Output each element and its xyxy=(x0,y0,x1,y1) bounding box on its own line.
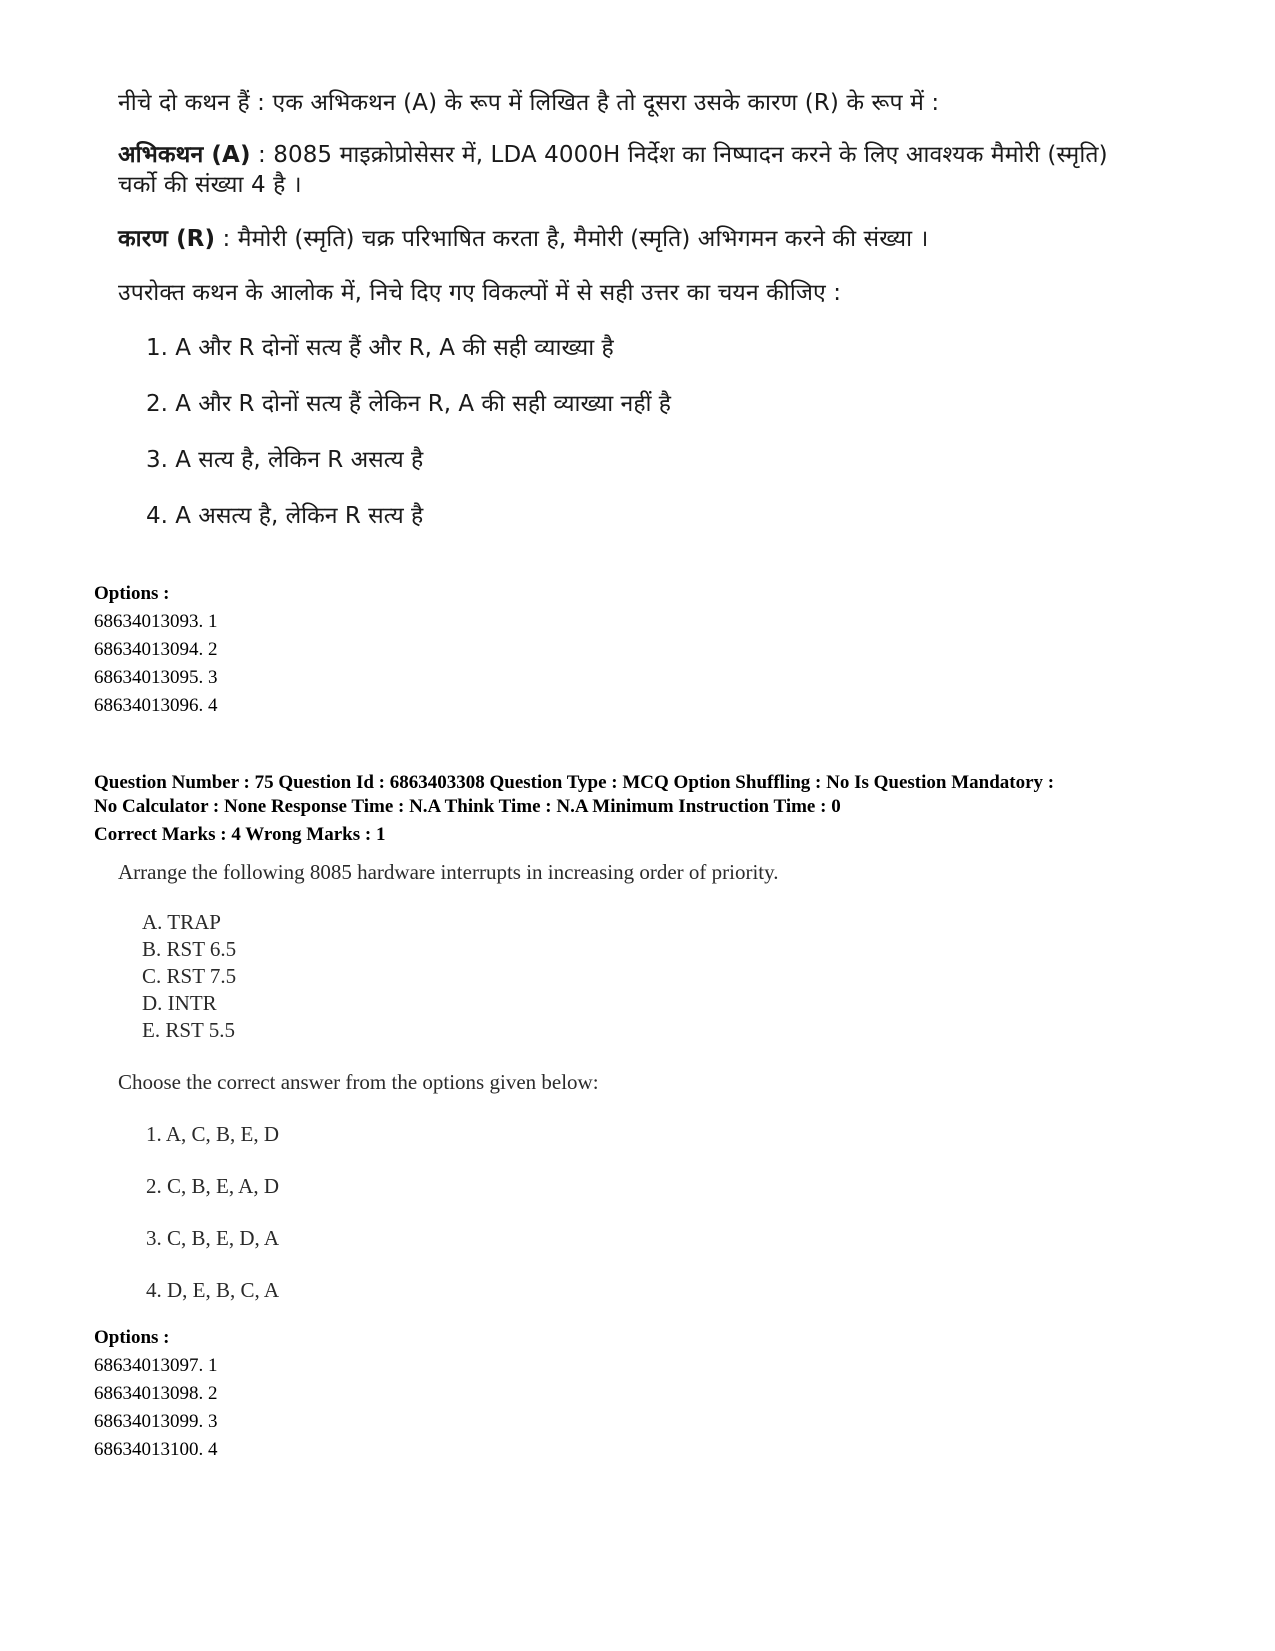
q74-choice-1: 1. A और R दोनों सत्य हैं और R, A की सही व्याख्या है xyxy=(146,335,614,361)
options-block-q74 xyxy=(94,580,218,720)
q74-intro: नीचे दो कथन हैं : एक अभिकथन (A) के रूप में लिखित है तो दूसरा उसके कारण (R) के रूप में : xyxy=(118,90,940,116)
option-id-row: 68634013098. 2 xyxy=(94,1383,218,1404)
options-heading: Options : xyxy=(94,1327,170,1348)
option-id-row: 68634013100. 4 xyxy=(94,1439,218,1460)
q74-reason xyxy=(118,222,928,256)
q75-item-c: C. RST 7.5 xyxy=(142,964,237,988)
q74-instruction: उपरोक्त कथन के आलोक में, निचे दिए गए विकल्पों में से सही उत्तर का चयन कीजिए : xyxy=(118,280,842,306)
q75-item-d: D. INTR xyxy=(142,991,217,1015)
option-id-row: 68634013095. 3 xyxy=(94,667,218,688)
options-heading: Options : xyxy=(94,583,170,604)
options-block-q75 xyxy=(94,1324,218,1464)
assertion-text-1: : 8085 माइक्रोप्रोसेसर में, LDA 4000H निर्देश का निष्पादन करने के लिए आवश्यक मैमोरी (स्मृति) xyxy=(250,142,1108,168)
option-id-row: 68634013097. 1 xyxy=(94,1355,218,1376)
option-id-row: 68634013096. 4 xyxy=(94,695,218,716)
question-75-meta xyxy=(94,771,1214,847)
q74-choice-3: 3. A सत्य है, लेकिन R असत्य है xyxy=(146,447,424,473)
marks-line: Correct Marks : 4 Wrong Marks : 1 xyxy=(94,824,386,845)
meta-line-2: No Calculator : None Response Time : N.A Think Time : N.A Minimum Instruction Time : 0 xyxy=(94,796,841,817)
option-id-row: 68634013099. 3 xyxy=(94,1411,218,1432)
q75-item-a: A. TRAP xyxy=(142,910,221,934)
meta-line-1: Question Number : 75 Question Id : 6863403308 Question Type : MCQ Option Shuffling : No Is Question Mandatory : xyxy=(94,772,1055,793)
q75-item-b: B. RST 6.5 xyxy=(142,937,237,961)
reason-text: : मैमोरी (स्मृति) चक्र परिभाषित करता है, मैमोरी (स्मृति) अभिगमन करने की संख्या । xyxy=(215,226,929,252)
q75-choice-3: 3. C, B, E, D, A xyxy=(146,1226,280,1250)
option-id-row: 68634013093. 1 xyxy=(94,611,218,632)
q75-instruction: Choose the correct answer from the options given below: xyxy=(118,1070,599,1094)
q74-choice-2: 2. A और R दोनों सत्य हैं लेकिन R, A की सही व्याख्या नहीं है xyxy=(146,391,672,417)
q74-assertion-cont: चर्को की संख्या 4 है । xyxy=(118,172,302,198)
q75-choice-2: 2. C, B, E, A, D xyxy=(146,1174,280,1198)
q75-item-e: E. RST 5.5 xyxy=(142,1018,235,1042)
reason-label: कारण (R) xyxy=(118,226,216,252)
q75-choice-1: 1. A, C, B, E, D xyxy=(146,1122,280,1146)
option-id-row: 68634013094. 2 xyxy=(94,639,218,660)
q74-assertion xyxy=(118,138,1108,172)
assertion-label: अभिकथन (A) xyxy=(118,142,251,168)
q74-choice-4: 4. A असत्य है, लेकिन R सत्य है xyxy=(146,503,424,529)
q75-choice-4: 4. D, E, B, C, A xyxy=(146,1278,280,1302)
q75-prompt: Arrange the following 8085 hardware interrupts in increasing order of priority. xyxy=(118,860,779,884)
